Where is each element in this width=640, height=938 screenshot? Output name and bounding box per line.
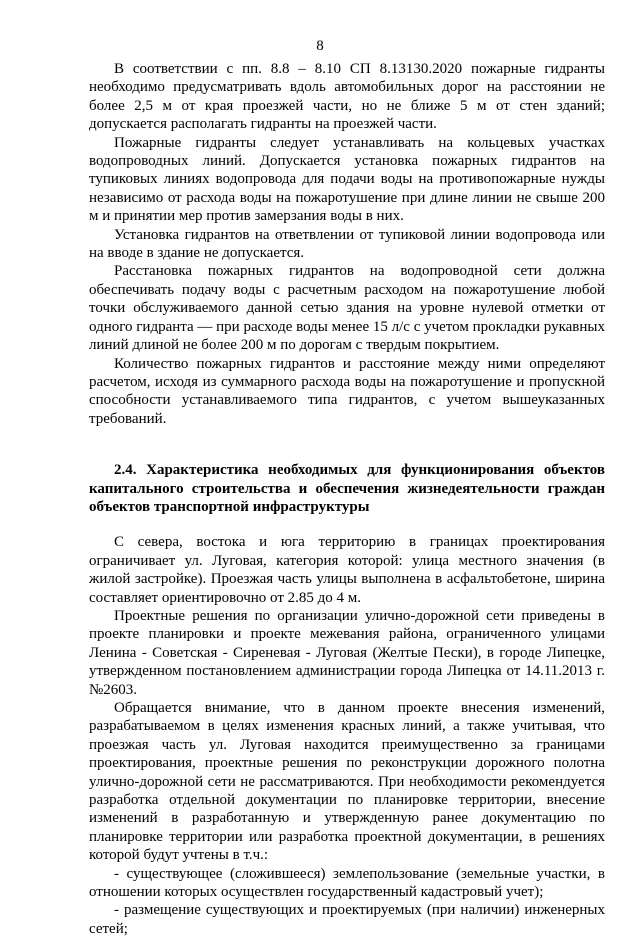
paragraph-hydrant-ring-lines: Пожарные гидранты следует устанавливать на кольцевых участках водопроводных линий. Допускается установка пожарных гидрантов на тупиковых линиях водопровода для подачи воды на противопожарные нужды независимо от расхода воды на пожаротушение при длине линии не свыше 200 м и принятии мер против замерзания воды в них.	[89, 134, 605, 225]
paragraph-hydrant-placement: В соответствии с пп. 8.8 – 8.10 СП 8.13130.2020 пожарные гидранты необходимо предусматривать вдоль автомобильных дорог на расстоянии не более 2,5 м от края проезжей части, но не ближе 5 м от стен зданий; допускается располагать гидранты на проезжей части.	[89, 61, 605, 133]
list-item: - существующее (сложившееся) землепользование (земельные участки, в отношении которых осуществлен государственный кадастровый учет);	[89, 865, 605, 901]
paragraph-hydrant-distribution: Расстановка пожарных гидрантов на водопроводной сети должна обеспечивать подачу воды с расчетным расходом на пожаротушение любой точки обслуживаемого данной сетью здания на уровне нулевой отметки от одного гидранта — при расходе воды менее 15 л/с с учетом прокладки рукавных линий длиной не более 200 м по дорогам с твердым покрытием.	[89, 263, 605, 354]
list-item: - размещение существующих и проектируемых (при наличии) инженерных сетей;	[89, 902, 605, 937]
page-number: 8	[316, 38, 324, 54]
paragraph-hydrant-branch: Установка гидрантов на ответвлении от тупиковой линии водопровода или на вводе в здание не допускается.	[89, 226, 605, 262]
paragraph-hydrant-count: Количество пожарных гидрантов и расстояние между ними определяют расчетом, исходя из суммарного расхода воды на пожаротушение и пропускной способности устанавливаемого типа гидрантов, с учетом вышеуказанных требований.	[89, 355, 605, 427]
document-body	[89, 60, 605, 938]
paragraph-street-description: С севера, востока и юга территорию в границах проектирования ограничивает ул. Луговая, категория которой: улица местного значения (в жилой застройке). Проезжая часть улицы выполнена в асфальтобетоне, ширина составляет ориентировочно от 2.85 до 4 м.	[89, 534, 605, 606]
section-heading: 2.4. Характеристика необходимых для функционирования объектов капитального строительства и обеспечения жизнедеятельности граждан объектов транспортной инфраструктуры	[89, 462, 605, 515]
paragraph-attention-note: Обращается внимание, что в данном проекте внесения изменений, разрабатываемом в целях изменения красных линий, а также учитывая, что проезжая часть ул. Луговая находится преимущественно за границами проектирования, проектные решения по реконструкции дорожного полотна улично-дорожной сети не рассматриваются. При необходимости рекомендуется разработка отдельной документации по планировке территории, внесение изменений в разработанную и утвержденную ранее документацию по планировке территории или разработка проектной документации, в решениях которой будут учтены в т.ч.:	[89, 700, 605, 864]
paragraph-project-decisions: Проектные решения по организации улично-дорожной сети приведены в проекте планировки и проекте межевания района, ограниченного улицами Ленина - Советская - Сиреневая - Луговая (Желтые Пески), в городе Липецке, утвержденном постановлением администрации города Липецка от 14.11.2013 г. №2603.	[89, 607, 605, 698]
